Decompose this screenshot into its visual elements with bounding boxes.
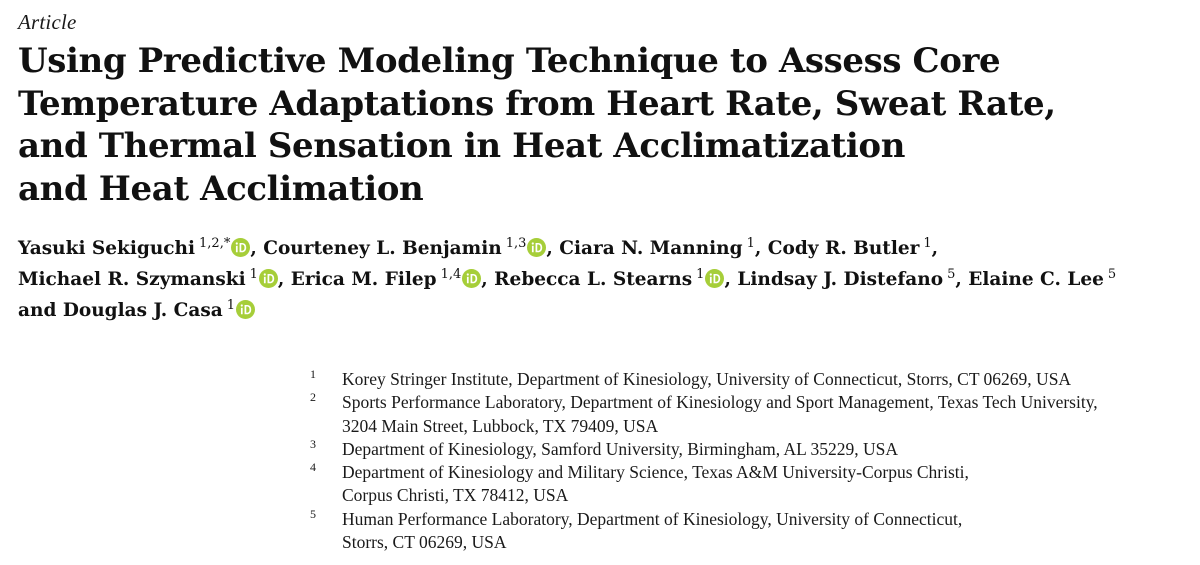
author-name: Rebecca L. Stearns <box>494 269 693 290</box>
affiliation-item <box>310 461 1195 508</box>
author-separator: , <box>754 238 768 259</box>
affiliation-item <box>310 438 1195 461</box>
title-line: Using Predictive Modeling Technique to Assess Core <box>18 41 1001 81</box>
orcid-icon[interactable] <box>705 269 724 288</box>
orcid-icon[interactable] <box>231 238 250 257</box>
author-separator: , <box>250 238 264 259</box>
author-list <box>18 233 1188 326</box>
author-name: Douglas J. Casa <box>62 300 223 321</box>
author-affiliation-marker: 1,4 <box>440 267 462 282</box>
affiliation-text: Corpus Christi, TX 78412, USA <box>342 485 569 506</box>
author-name: Elaine C. Lee <box>968 269 1104 290</box>
author-affiliation-marker: 1 <box>249 267 258 282</box>
author-line <box>18 264 1188 295</box>
author-line <box>18 295 1188 326</box>
orcid-icon[interactable] <box>236 300 255 319</box>
affiliation-number: 1 <box>310 367 316 381</box>
orcid-icon[interactable] <box>462 269 481 288</box>
author-separator: , <box>724 269 738 290</box>
affiliation-number: 5 <box>310 506 316 521</box>
title-line: Temperature Adaptations from Heart Rate, Sweat Rate, <box>18 83 1056 124</box>
affiliation-number: 4 <box>310 460 316 475</box>
author-line: Yasuki Sekiguchi $^{1,2,*}$ , Courteney L. Benjamin $^{1,3}$ , Ciara N. Manning $^1$, Cody R. Butler $^1$, <box>18 236 939 259</box>
author-separator: , <box>546 238 560 259</box>
author-affiliation-marker: 5 <box>947 267 956 282</box>
affiliation-text: Korey Stringer Institute, Department of Kinesiology, University of Connecticut, Storrs, CT 06269, USA <box>342 369 1072 389</box>
affiliation-text: Sports Performance Laboratory, Department of Kinesiology and Sport Management, Texas Tech University, <box>342 392 1098 413</box>
affiliation-text: Storrs, CT 06269, USA <box>342 532 507 553</box>
author-name: Cody R. Butler <box>767 238 920 259</box>
author-conjunction: and <box>18 300 63 321</box>
author-affiliation-marker: 1 <box>746 236 755 251</box>
article-type-label: Article <box>18 10 77 34</box>
author-affiliation-marker: 1 <box>696 267 705 282</box>
affiliation-item <box>310 368 1195 391</box>
author-affiliation-marker: 1,2,* <box>199 236 231 251</box>
orcid-icon[interactable] <box>259 269 278 288</box>
author-name: Courteney L. Benjamin <box>263 238 502 259</box>
author-name: Erica M. Filep <box>290 269 437 290</box>
affiliation-text: Department of Kinesiology, Samford University, Birmingham, AL 35229, USA <box>342 438 899 459</box>
orcid-icon[interactable] <box>527 238 546 257</box>
author-affiliation-marker: 5 <box>1107 267 1117 282</box>
author-name: Michael R. Szymanski <box>18 269 246 290</box>
author-separator: , <box>481 269 495 290</box>
author-affiliation-marker: 1 <box>923 236 932 251</box>
author-affiliation-marker: 1,3 <box>505 236 527 251</box>
affiliation-item <box>310 391 1195 438</box>
author-separator: , <box>955 269 969 290</box>
author-separator: , <box>277 269 291 290</box>
author-affiliation-marker: 1 <box>226 298 236 313</box>
author-name: Lindsay J. Distefano <box>737 269 944 290</box>
title-line: and Heat Acclimation <box>18 168 424 209</box>
affiliation-text: Department of Kinesiology and Military Science, Texas A&M University-Corpus Christi, <box>342 462 969 483</box>
paper-title <box>18 40 1178 210</box>
affiliation-number: 2 <box>310 390 316 405</box>
affiliation-number: 3 <box>310 436 316 451</box>
title-line: and Thermal Sensation in Heat Acclimatization <box>18 126 906 166</box>
author-name: Yasuki Sekiguchi <box>18 238 196 259</box>
author-name: Ciara N. Manning <box>559 238 743 259</box>
affiliation-list <box>310 368 1195 554</box>
affiliation-text: 3204 Main Street, Lubbock, TX 79409, USA <box>342 415 659 436</box>
affiliation-text: Human Performance Laboratory, Department of Kinesiology, University of Connecticut, <box>342 508 963 529</box>
affiliation-item <box>310 508 1195 555</box>
